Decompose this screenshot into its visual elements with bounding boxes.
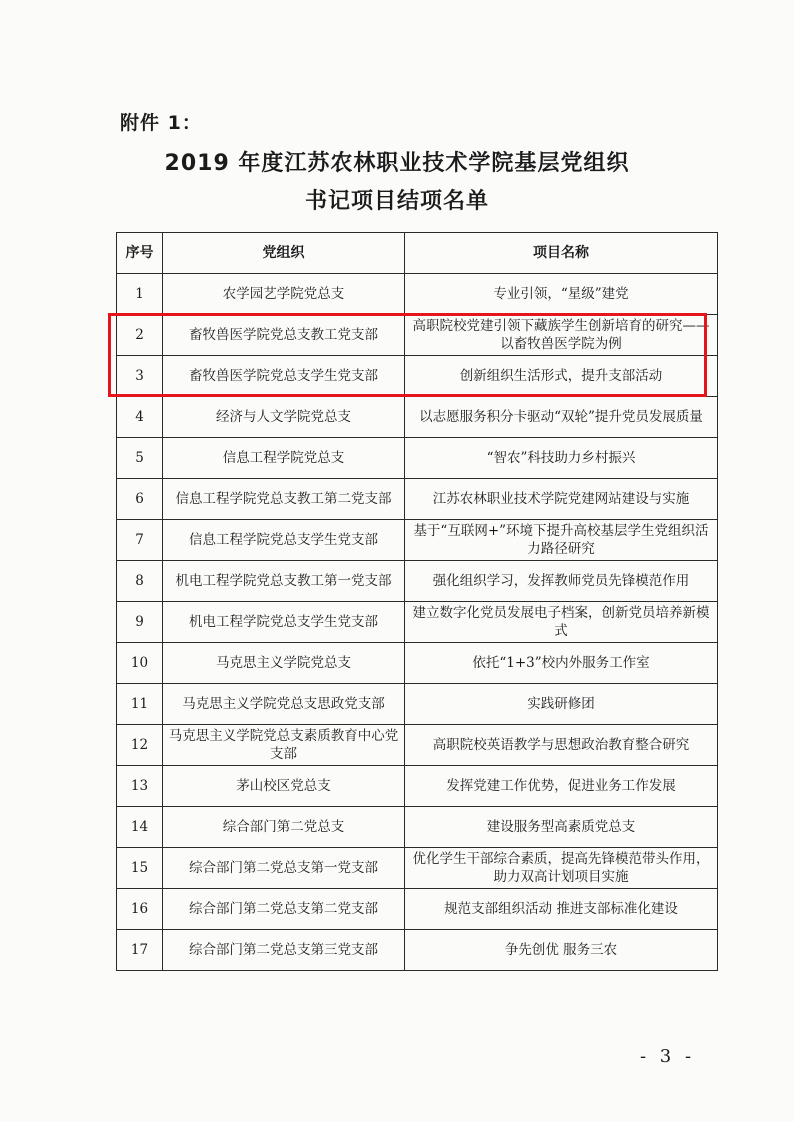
row-serial-number: 14 [117,807,163,848]
table-row [117,643,718,684]
header-serial-number: 序号 [117,233,163,274]
row-serial-number: 3 [117,356,163,397]
table-row [117,684,718,725]
row-party-organization: 综合部门第二党总支第二党支部 [163,889,405,930]
table-row [117,315,718,356]
row-serial-number: 4 [117,397,163,438]
row-project-name: 实践研修团 [405,684,718,725]
row-project-name: 发挥党建工作优势，促进业务工作发展 [405,766,718,807]
row-party-organization: 信息工程学院党总支学生党支部 [163,520,405,561]
row-project-name: 创新组织生活形式，提升支部活动 [405,356,718,397]
row-party-organization: 马克思主义学院党总支素质教育中心党支部 [163,725,405,766]
row-party-organization: 畜牧兽医学院党总支学生党支部 [163,356,405,397]
row-party-organization: 综合部门第二党总支 [163,807,405,848]
row-project-name: 高职院校英语教学与思想政治教育整合研究 [405,725,718,766]
row-serial-number: 5 [117,438,163,479]
row-serial-number: 8 [117,561,163,602]
row-serial-number: 11 [117,684,163,725]
table-row [117,889,718,930]
header-project-name: 项目名称 [405,233,718,274]
row-project-name: 优化学生干部综合素质，提高先锋模范带头作用，助力双高计划项目实施 [405,848,718,889]
row-serial-number: 9 [117,602,163,643]
table-row [117,848,718,889]
row-party-organization: 马克思主义学院党总支 [163,643,405,684]
row-party-organization: 信息工程学院党总支 [163,438,405,479]
row-serial-number: 15 [117,848,163,889]
table-row [117,725,718,766]
table-row [117,438,718,479]
document-title-line-2: 书记项目结项名单 [304,189,489,214]
row-project-name: 建设服务型高素质党总支 [405,807,718,848]
row-party-organization: 经济与人文学院党总支 [163,397,405,438]
page-number: - 3 - [640,1046,696,1067]
table-row [117,930,718,971]
table-row [117,602,718,643]
document-title-line-1: 2019 年度江苏农林职业技术学院基层党组织 [164,151,630,176]
row-project-name: “智农”科技助力乡村振兴 [405,438,718,479]
row-party-organization: 机电工程学院党总支教工第一党支部 [163,561,405,602]
row-project-name: 江苏农林职业技术学院党建网站建设与实施 [405,479,718,520]
header-party-organization: 党组织 [163,233,405,274]
row-serial-number: 2 [117,315,163,356]
row-party-organization: 综合部门第二党总支第一党支部 [163,848,405,889]
row-project-name: 建立数字化党员发展电子档案，创新党员培养新模式 [405,602,718,643]
row-party-organization: 农学园艺学院党总支 [163,274,405,315]
row-party-organization: 综合部门第二党总支第三党支部 [163,930,405,971]
row-project-name: 规范支部组织活动 推进支部标准化建设 [405,889,718,930]
row-serial-number: 17 [117,930,163,971]
table-row [117,397,718,438]
row-serial-number: 16 [117,889,163,930]
row-project-name: 高职院校党建引领下藏族学生创新培育的研究——以畜牧兽医学院为例 [405,315,718,356]
row-serial-number: 10 [117,643,163,684]
row-serial-number: 1 [117,274,163,315]
header-row [117,233,718,274]
table-row [117,766,718,807]
row-serial-number: 7 [117,520,163,561]
project-list-table [116,232,718,971]
row-project-name: 争先创优 服务三农 [405,930,718,971]
table-row [117,274,718,315]
table-row [117,356,718,397]
row-serial-number: 6 [117,479,163,520]
row-project-name: 基于“互联网+”环境下提升高校基层学生党组织活力路径研究 [405,520,718,561]
attachment-label: 附件 1： [120,112,202,134]
row-party-organization: 茅山校区党总支 [163,766,405,807]
table-header [117,233,718,274]
table-row [117,807,718,848]
table-row [117,561,718,602]
row-project-name: 依托“1+3”校内外服务工作室 [405,643,718,684]
row-party-organization: 信息工程学院党总支教工第二党支部 [163,479,405,520]
row-serial-number: 13 [117,766,163,807]
row-serial-number: 12 [117,725,163,766]
row-project-name: 以志愿服务积分卡驱动“双轮”提升党员发展质量 [405,397,718,438]
row-party-organization: 畜牧兽医学院党总支教工党支部 [163,315,405,356]
row-party-organization: 马克思主义学院党总支思政党支部 [163,684,405,725]
row-project-name: 专业引领，“星级”建党 [405,274,718,315]
row-party-organization: 机电工程学院党总支学生党支部 [163,602,405,643]
table-row [117,520,718,561]
row-project-name: 强化组织学习，发挥教师党员先锋模范作用 [405,561,718,602]
table-row [117,479,718,520]
table-body [117,274,718,971]
